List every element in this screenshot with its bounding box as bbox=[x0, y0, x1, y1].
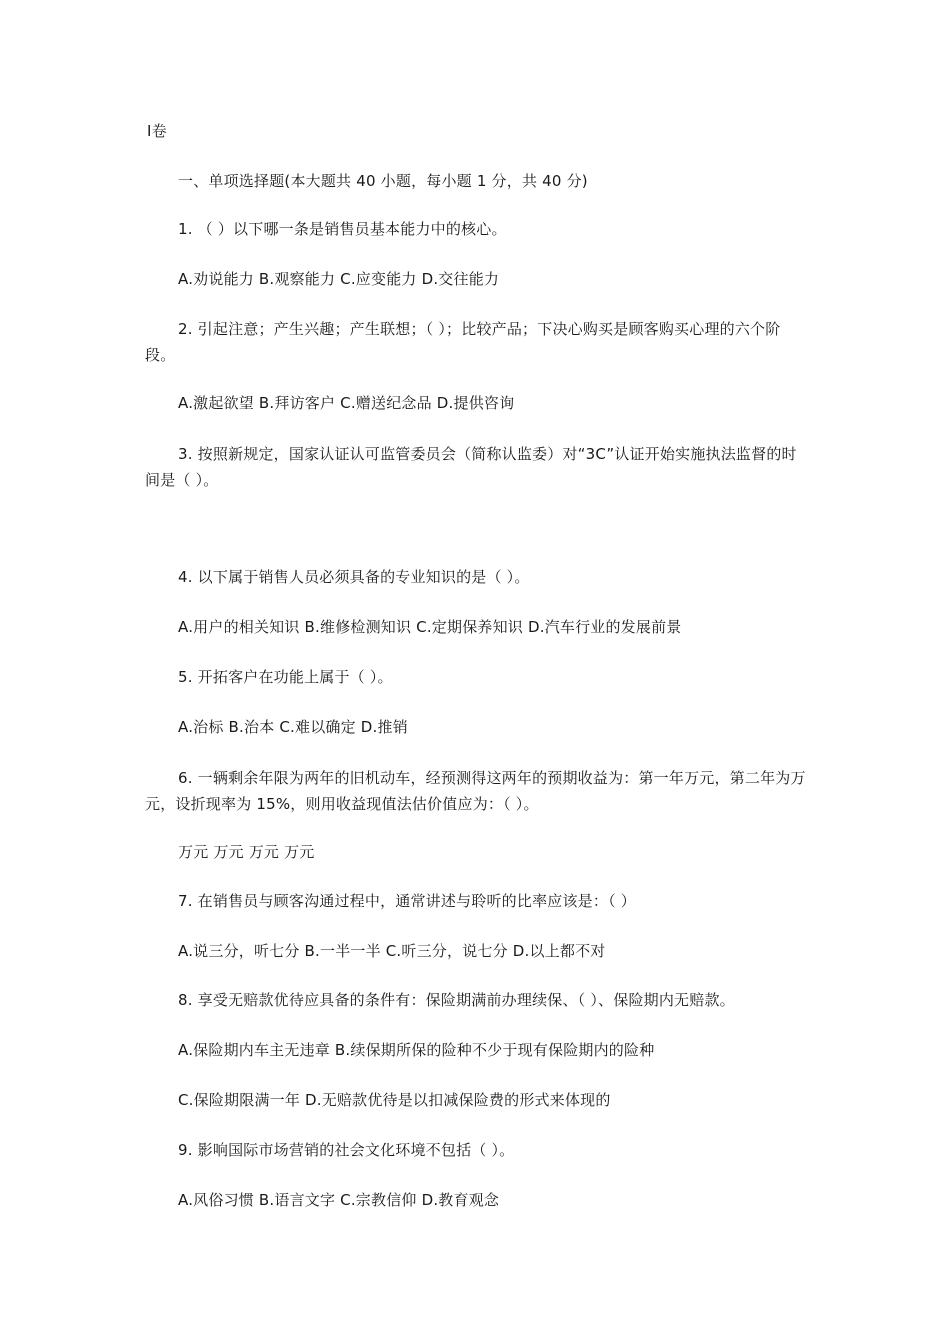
question-stem: 1. （ ）以下哪一条是销售员基本能力中的核心。 bbox=[178, 220, 507, 238]
question-stem: 8. 享受无赔款优待应具备的条件有：保险期满前办理续保、（ ）、保险期内无赔款。 bbox=[178, 991, 735, 1009]
question-options: 万元 万元 万元 万元 bbox=[178, 843, 315, 861]
section-title: 一、单项选择题(本大题共 40 小题，每小题 1 分，共 40 分) bbox=[178, 172, 588, 190]
question-options: C.保险期限满一年 D.无赔款优待是以扣减保险费的形式来体现的 bbox=[178, 1091, 611, 1109]
question-options: A.保险期内车主无违章 B.续保期所保的险种不少于现有保险期内的险种 bbox=[178, 1041, 655, 1059]
question-stem: 9. 影响国际市场营销的社会文化环境不包括（ ）。 bbox=[178, 1141, 515, 1159]
question-stem: 5. 开拓客户在功能上属于（ ）。 bbox=[178, 668, 393, 686]
volume-label: Ⅰ卷 bbox=[147, 122, 167, 140]
question-stem: 3. 按照新规定，国家认证认可监管委员会（简称认监委）对“3C”认证开始实施执法监督的时间是（ ）。 bbox=[145, 445, 797, 489]
question-options: A.风俗习惯 B.语言文字 C.宗教信仰 D.教育观念 bbox=[178, 1191, 500, 1209]
question-stem: 7. 在销售员与顾客沟通过程中，通常讲述与聆听的比率应该是：（ ） bbox=[178, 892, 636, 910]
question-options: A.劝说能力 B.观察能力 C.应变能力 D.交往能力 bbox=[178, 270, 500, 288]
question-options: A.说三分，听七分 B.一半一半 C.听三分，说七分 D.以上都不对 bbox=[178, 942, 606, 960]
question-stem: 6. 一辆剩余年限为两年的旧机动车，经预测得这两年的预期收益为：第一年万元，第二年为万元，设折现率为 15%，则用收益现值法估价值应为：（ ）。 bbox=[145, 769, 806, 813]
question-stem: 4. 以下属于销售人员必须具备的专业知识的是（ ）。 bbox=[178, 568, 530, 586]
question-options: A.治标 B.治本 C.难以确定 D.推销 bbox=[178, 718, 408, 736]
question-options: A.用户的相关知识 B.维修检测知识 C.定期保养知识 D.汽车行业的发展前景 bbox=[178, 618, 682, 636]
question-stem: 2. 引起注意；产生兴趣；产生联想；（ ）；比较产品；下决心购买是顾客购买心理的六个阶段。 bbox=[145, 320, 781, 364]
question-options: A.激起欲望 B.拜访客户 C.赠送纪念品 D.提供咨询 bbox=[178, 394, 515, 412]
